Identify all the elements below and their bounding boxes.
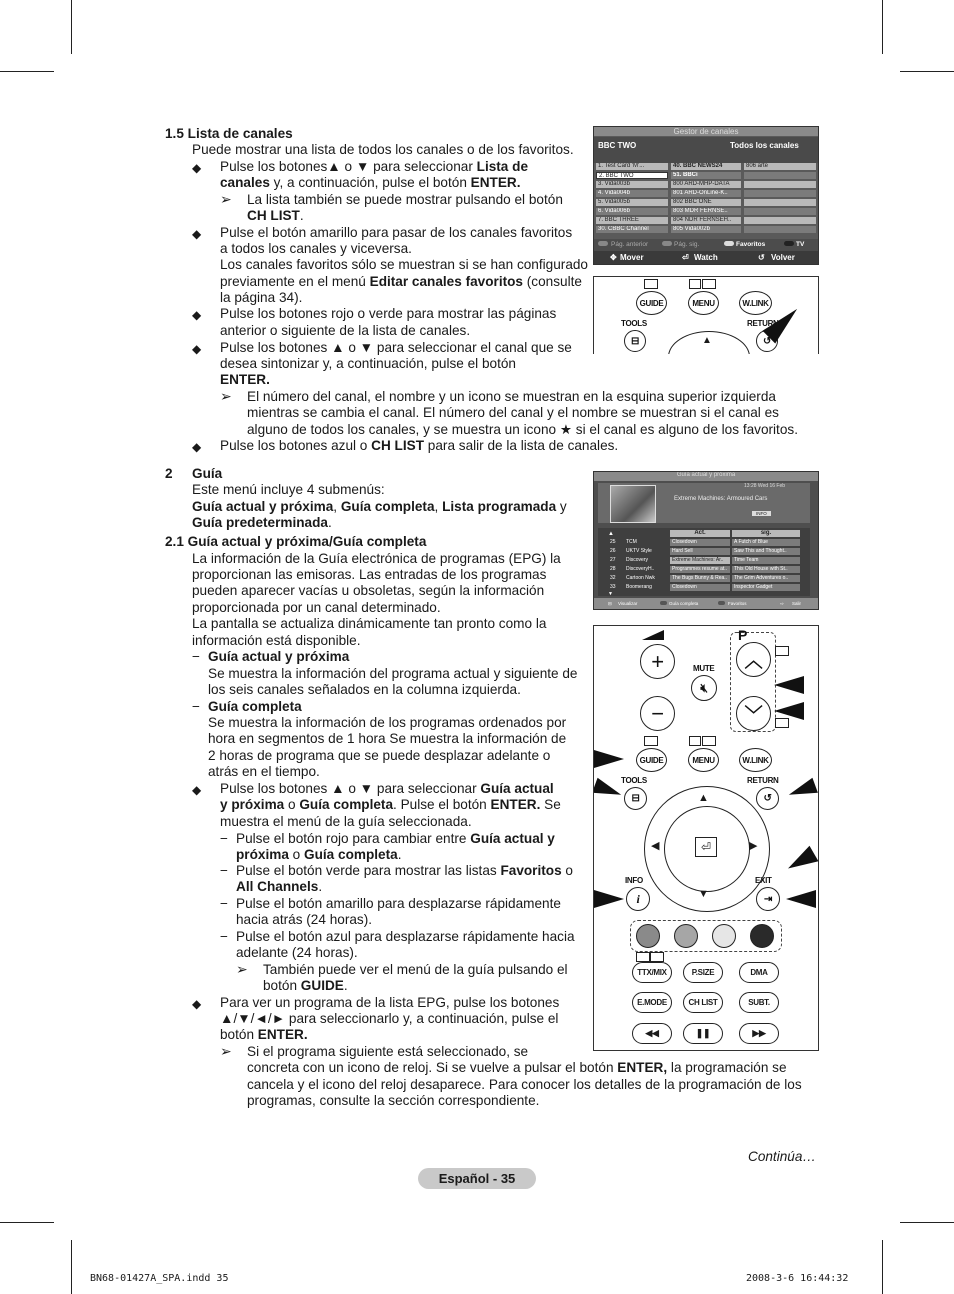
ch-list-button[interactable]: CH LIST	[683, 992, 723, 1013]
epg-cell-now[interactable]: Extreme Machines: Ar..	[670, 557, 730, 564]
channel-cell[interactable]: 40. BBC NEWS24	[671, 163, 741, 170]
ttx-mini-icon	[650, 952, 664, 962]
note-text: concreta con un icono de reloj. Si se vuelve a pulsar el botón ENTER, la programación se	[247, 1060, 787, 1075]
epg-cell-now[interactable]: The Bugs Bunny & Rea..	[670, 575, 730, 582]
favorites-label: Favoritos	[736, 241, 766, 248]
channel-cell[interactable]	[744, 190, 816, 197]
body-text: y próxima o Guía completa. Pulse el botón ENTER. Se	[220, 797, 561, 812]
menu-mini-icon	[702, 279, 716, 289]
remote-partial	[593, 276, 819, 354]
body-text: canales y, a continuación, pulse el botón ENTER.	[220, 175, 521, 190]
back-label: Volver	[771, 253, 795, 262]
crop-mark	[0, 71, 54, 72]
body-text: Los canales favoritos sólo se muestran si se han configurado	[220, 257, 588, 272]
channel-cell[interactable]: 800 ARD-MHP-DATA	[671, 181, 741, 188]
exit-icon: ⇨	[780, 601, 784, 606]
screen-header	[594, 137, 818, 163]
body-text: Pulse el botón verde para mostrar las listas Favoritos o	[236, 863, 573, 878]
epg-cell-ch: Boomerang	[626, 584, 652, 590]
channel-cell[interactable]: 2. BBC TWO	[596, 172, 668, 179]
pointer-arrow-icon	[594, 890, 624, 908]
dash: −	[220, 863, 228, 878]
pointer-arrow-icon	[774, 702, 804, 720]
channel-cell[interactable]: 4. Vida004b	[596, 190, 668, 197]
blue-button[interactable]	[750, 924, 774, 948]
screen-title: Guía actual y próxima	[594, 472, 818, 481]
subt-button[interactable]: SUBT.	[739, 992, 779, 1013]
menu-button[interactable]: MENU	[688, 291, 719, 315]
list-name: Todos los canales	[730, 141, 799, 150]
tools-button[interactable]: ⊟	[624, 787, 647, 810]
item-title: Guía completa	[208, 699, 302, 714]
pointer-arrow-icon	[594, 750, 624, 768]
favorites-label: Favoritos	[728, 601, 747, 606]
fast-forward-button[interactable]: ▶▶	[739, 1023, 779, 1044]
mute-button[interactable]: 🔇︎	[691, 675, 717, 701]
body-text: All Channels.	[236, 879, 323, 894]
channel-cell[interactable]	[744, 217, 816, 224]
yellow-button[interactable]	[712, 924, 736, 948]
dash: −	[220, 929, 228, 944]
body-text: Pulse los botones rojo o verde para mostrar las páginas	[220, 306, 557, 321]
channel-cell[interactable]: 805 Vida002b	[671, 226, 741, 233]
epg-cell-next[interactable]: Saw This and Thought..	[732, 548, 800, 555]
channel-cell[interactable]: 801 ARD-OnLine-K..	[671, 190, 741, 197]
body-text: proporcionada por un canal determinado.	[192, 600, 441, 615]
print-timestamp: 2008-3-6 16:44:32	[746, 1273, 849, 1284]
epg-cell-num: 28	[610, 566, 616, 572]
body-text: anterior o siguiente de la lista de canales.	[220, 323, 471, 338]
full-guide-label: Guía completa	[669, 601, 699, 606]
bullet-diamond: ◆	[192, 997, 202, 1011]
body-text: la página 34).	[220, 290, 303, 305]
crop-mark	[900, 1222, 954, 1223]
page-bar	[594, 239, 818, 251]
body-text: La pantalla se actualiza dinámicamente tan pronto como la	[192, 616, 547, 631]
blue-key-icon	[784, 241, 794, 246]
channel-cell[interactable]: 30. CBBC Channel	[596, 226, 668, 233]
epg-cell-next[interactable]: A Futch of Blue	[732, 539, 800, 546]
green-key-icon	[662, 241, 672, 246]
epg-cell-num: 25	[610, 539, 616, 545]
bullet-diamond: ◆	[192, 440, 202, 454]
next-page-label: Pág. sig.	[674, 241, 700, 248]
tools-label: TOOLS	[621, 319, 647, 328]
channel-cell[interactable]: 804 NDR FERNSEH..	[671, 217, 741, 224]
channel-cell[interactable]: 1. Test Card 'M'...	[596, 163, 668, 170]
crop-mark	[71, 0, 72, 54]
green-key-icon	[718, 601, 725, 605]
return-button[interactable]: ↺	[756, 330, 778, 352]
body-text: Pulse los botones▲ o ▼ para seleccionar Lista de	[220, 159, 529, 174]
crop-mark	[882, 1240, 883, 1294]
note-text: CH LIST.	[247, 208, 304, 223]
dash: −	[220, 896, 228, 911]
section-heading: Guía	[192, 466, 223, 481]
epg-cell-next[interactable]: The Grim Adventures o..	[732, 575, 800, 582]
prev-page-label: Pág. anterior	[611, 241, 649, 248]
exit-label: EXIT	[755, 876, 772, 885]
body-text: a todos los canales y viceversa.	[220, 241, 412, 256]
return-label: RETURN	[747, 319, 779, 328]
move-icon: ✥	[610, 253, 617, 262]
volume-up-button[interactable]: +	[640, 644, 675, 679]
pointer-arrow-icon	[593, 778, 624, 803]
return-icon: ↺	[758, 253, 765, 262]
program-title: Extreme Machines: Armoured Cars	[674, 496, 768, 502]
epg-cell-now[interactable]: Closedown	[670, 584, 730, 591]
bullet-diamond: ◆	[192, 161, 202, 175]
channel-list-screen	[593, 126, 819, 265]
enter-button[interactable]: ⏎	[695, 837, 717, 857]
channel-cell[interactable]: 802 BBC ONE	[671, 199, 741, 206]
volume-down-button[interactable]: −	[640, 696, 675, 731]
continues-label: Continúa…	[748, 1149, 817, 1164]
channel-cell[interactable]	[744, 208, 816, 215]
body-text: La información de la Guía electrónica de programas (EPG) la	[192, 551, 561, 566]
epg-cell-num: 32	[610, 575, 616, 581]
guide-mini-icon	[644, 279, 658, 289]
view-label: Visualizar	[618, 601, 638, 606]
program-label: P	[738, 627, 748, 643]
item-title: Guía actual y próxima	[208, 649, 350, 664]
channel-cell[interactable]: 806 arte	[744, 163, 816, 170]
body-text: información está disponible.	[192, 633, 361, 648]
body-text: Pulse los botones ▲ o ▼ para seleccionar Guía actual	[220, 781, 554, 796]
bullet-diamond: ◆	[192, 308, 202, 322]
body-text: 2 horas de programa que se puede desplazar adelante o	[208, 748, 551, 763]
channel-cell[interactable]: 51. BBCi	[671, 172, 741, 179]
dash: −	[192, 699, 200, 714]
ttx-mix-button[interactable]: TTX/MIX	[632, 962, 672, 983]
channel-cell[interactable]	[744, 226, 816, 233]
menu-mini-icon	[689, 279, 701, 289]
body-text: Este menú incluye 4 submenús:	[192, 482, 385, 497]
scroll-down-icon: ▼	[608, 591, 613, 597]
exit-button[interactable]: ⇥	[756, 887, 780, 911]
body-text: botón ENTER.	[220, 1027, 308, 1042]
epg-cell-ch: TCM	[626, 539, 637, 545]
epg-footer	[594, 598, 818, 609]
body-text: Pulse el botón rojo para cambiar entre Guía actual y	[236, 831, 555, 846]
volume-icon	[642, 630, 664, 640]
tv-mini-icon	[775, 646, 789, 656]
tools-button[interactable]: ⊟	[624, 330, 646, 352]
page-number-badge: Español - 35	[418, 1168, 536, 1189]
dash: −	[192, 649, 200, 664]
body-text: adelante (24 horas).	[236, 945, 358, 960]
crop-mark	[0, 1222, 54, 1223]
body-text: Pulse el botón amarillo para desplazarse rápidamente	[236, 896, 561, 911]
menu-mini-icon	[689, 736, 701, 746]
yellow-key-icon	[724, 241, 734, 246]
body-text: muestra el menú de la guía seleccionada.	[220, 814, 472, 829]
tools-label: TOOLS	[621, 776, 647, 785]
left-arrow-icon[interactable]: ◀	[651, 840, 660, 852]
body-text: Pulse el botón azul para desplazarse rápidamente hacia	[236, 929, 575, 944]
up-arrow-icon[interactable]: ▲	[702, 335, 712, 346]
mute-label: MUTE	[693, 664, 715, 673]
body-text: proporcionan las emisoras. Las entradas de los programas	[192, 567, 547, 582]
channel-up-button[interactable]: ︿	[736, 642, 771, 677]
guide-button[interactable]: GUIDE	[636, 291, 667, 315]
red-button[interactable]	[636, 924, 660, 948]
channel-cell[interactable]	[744, 172, 816, 179]
print-filename: BN68-01427A_SPA.indd 35	[90, 1273, 229, 1284]
note-text: cancela y el icono del reloj desaparece. Para conocer los detalles de la programación de los	[247, 1077, 802, 1092]
body-text: hora en segmentos de 1 hora Se muestra la información de	[208, 731, 567, 746]
epg-cell-ch: Cartoon Nwk	[626, 575, 655, 581]
enter-icon: ⏎	[682, 253, 689, 262]
epg-cell-num: 27	[610, 557, 616, 563]
epg-cell-next[interactable]: Inspector Gadget	[732, 584, 800, 591]
epg-cell-ch: DiscoveryH..	[626, 566, 655, 572]
pointer-arrow-icon	[784, 846, 819, 877]
column-header-now: Act.	[670, 530, 730, 537]
move-label: Mover	[620, 253, 644, 262]
pointer-arrow-icon	[786, 890, 816, 908]
ttx-mini-icon	[636, 952, 650, 962]
info-badge: INFO	[752, 511, 771, 516]
remote-full	[593, 625, 819, 1051]
red-key-icon	[598, 241, 608, 246]
note-text: mientras se cambia el canal. El número del canal y el nombre se muestran si el canal es	[247, 405, 779, 420]
tv-label: TV	[796, 241, 805, 248]
note-text: botón GUIDE.	[263, 978, 348, 993]
note-arrow: ➢	[220, 388, 232, 404]
guide-mini-icon	[644, 736, 658, 746]
subsection-heading: 2.1 Guía actual y próxima/Guía completa	[165, 534, 427, 549]
body-text: Pulse el botón amarillo para pasar de los canales favoritos	[220, 225, 573, 240]
green-button[interactable]	[674, 924, 698, 948]
body-text: Se muestra la información de los programas ordenados por	[208, 715, 567, 730]
tv-preview-thumbnail	[610, 485, 656, 523]
right-arrow-icon[interactable]: ▶	[749, 840, 758, 852]
screen-title: Gestor de canales	[594, 127, 818, 136]
note-text: También puede ver el menú de la guía pulsando el	[263, 962, 568, 977]
return-button[interactable]: ↺	[756, 787, 779, 810]
epg-cell-ch: UKTV Style	[626, 548, 652, 554]
epg-cell-num: 33	[610, 584, 616, 590]
return-label: RETURN	[747, 776, 779, 785]
channel-down-button[interactable]: ﹀	[736, 696, 771, 731]
pointer-arrow-icon	[786, 778, 818, 803]
bullet-diamond: ◆	[192, 783, 202, 797]
info-button[interactable]: i	[626, 887, 650, 911]
channel-cell[interactable]: 803 MDR FERNSE..	[671, 208, 741, 215]
body-text: próxima o Guía completa.	[236, 847, 402, 862]
note-arrow: ➢	[236, 961, 248, 977]
epg-cell-next[interactable]: This Old House with St..	[732, 566, 800, 573]
body-text: Guía predeterminada.	[192, 515, 332, 530]
red-key-icon	[660, 601, 667, 605]
view-icon: ⊟	[608, 601, 612, 606]
rewind-button[interactable]: ◀◀	[632, 1023, 672, 1044]
epg-cell-now[interactable]: Hard Sell	[670, 548, 730, 555]
channel-cell[interactable]	[744, 181, 816, 188]
epg-cell-now[interactable]: Programmes resume at..	[670, 566, 730, 573]
up-arrow-icon[interactable]: ▲	[698, 792, 709, 804]
nav-bar	[594, 251, 818, 264]
note-text: alguno de todos los canales, y se muestra un icono ★ si el canal es alguno de los favoritos.	[247, 422, 798, 437]
note-text: La lista también se puede mostrar pulsando el botón	[247, 192, 563, 207]
psize-button[interactable]: P.SIZE	[683, 962, 723, 983]
pause-button[interactable]: ❚❚	[683, 1023, 723, 1044]
watch-label: Watch	[694, 253, 718, 262]
body-text: Se muestra la información del programa actual y siguiente de	[208, 666, 578, 681]
body-text: atrás en el tiempo.	[208, 764, 320, 779]
channel-cell[interactable]: 7. BBC THREE	[596, 217, 668, 224]
body-text: Pulse los botones ▲ o ▼ para seleccionar el canal que se	[220, 340, 572, 355]
body-text: hacia atrás (24 horas).	[236, 912, 373, 927]
channel-cell[interactable]: 5. Vida005b	[596, 199, 668, 206]
dma-button[interactable]: DMA	[739, 962, 779, 983]
bullet-diamond: ◆	[192, 342, 202, 356]
body-text: Pulse los botones azul o CH LIST para salir de la lista de canales.	[220, 438, 619, 453]
exit-label: Salir	[792, 601, 802, 606]
channel-cell[interactable]	[744, 199, 816, 206]
down-arrow-icon[interactable]: ▼	[698, 888, 709, 900]
wlink-button[interactable]: W.LINK	[739, 748, 772, 772]
menu-button[interactable]: MENU	[688, 748, 719, 772]
note-text: El número del canal, el nombre y un icono se muestran en la esquina superior izquierda	[247, 389, 776, 404]
body-text: Puede mostrar una lista de todos los canales o de los favoritos.	[192, 142, 574, 157]
body-text: Para ver un programa de la lista EPG, pulse los botones	[220, 995, 560, 1010]
epg-cell-now[interactable]: Closedown	[670, 539, 730, 546]
pointer-arrow-icon	[774, 676, 804, 694]
body-text: Guía actual y próxima, Guía completa, Lista programada y	[192, 499, 567, 514]
crop-mark	[71, 1240, 72, 1294]
current-channel: BBC TWO	[598, 141, 637, 150]
note-arrow: ➢	[220, 191, 232, 207]
note-arrow: ➢	[220, 1043, 232, 1059]
epg-screen	[593, 471, 819, 610]
channel-cell[interactable]: 3. Vida003b	[596, 181, 668, 188]
emode-button[interactable]: E.MODE	[632, 992, 672, 1013]
body-text: desea sintonizar y, a continuación, pulse el botón	[220, 356, 516, 371]
note-text: Si el programa siguiente está seleccionado, se	[247, 1044, 529, 1059]
body-text: pueden aparecer vacías u obsoletas, según la información	[192, 583, 545, 598]
epg-cell-ch: Discovery	[626, 557, 648, 563]
bullet-diamond: ◆	[192, 227, 202, 241]
menu-mini-icon	[702, 736, 716, 746]
clock-label: 13:28 Wed 16 Feb	[744, 483, 786, 489]
body-text: ENTER.	[220, 372, 270, 387]
dash: −	[220, 831, 228, 846]
epg-cell-next[interactable]: Time Team	[732, 557, 800, 564]
crop-mark	[900, 71, 954, 72]
section-heading: 1.5 Lista de canales	[165, 126, 293, 141]
info-label: INFO	[625, 876, 643, 885]
scroll-up-icon: ▲	[608, 531, 614, 537]
crop-mark	[882, 0, 883, 54]
body-text: ▲/▼/◄/► para seleccionarlo y, a continuación, pulse el	[220, 1011, 559, 1026]
section-number: 2	[165, 466, 173, 481]
channel-cell[interactable]: 6. Vida006b	[596, 208, 668, 215]
epg-cell-num: 26	[610, 548, 616, 554]
body-text: previamente en el menú Editar canales favoritos (consulte	[220, 274, 582, 289]
body-text: los seis canales señalados en la columna izquierda.	[208, 682, 521, 697]
column-header-next: sig.	[732, 530, 800, 537]
note-text: programas, consulte la sección correspondiente.	[247, 1093, 540, 1108]
guide-button[interactable]: GUIDE	[636, 748, 667, 772]
wlink-button[interactable]: W.LINK	[739, 291, 772, 315]
